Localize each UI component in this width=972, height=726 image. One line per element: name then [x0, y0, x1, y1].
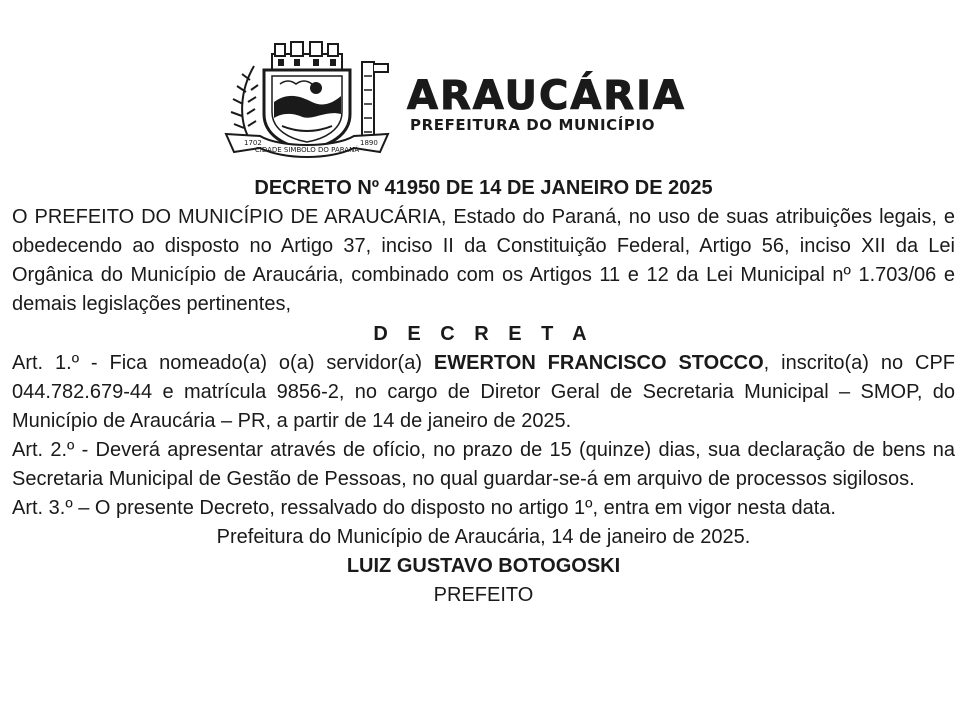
article-1: [12, 349, 955, 436]
signer-title: PREFEITO: [433, 584, 534, 606]
article-2: Art. 2.º - Deverá apresentar através de ofício, no prazo de 15 (quinze) dias, sua declaração de bens na Secretaria Municipal de Gestão de Pessoas, no qual guardar-se-á em arquivo de processos sigilosos.: [12, 439, 955, 490]
appointee-name: EWERTON FRANCISCO STOCCO: [433, 352, 764, 374]
decree-document: [12, 174, 955, 610]
article-1-text-after: , inscrito(a) no CPF 044.782.679-44 e matrícula 9856-2, no cargo de Diretor Geral de Secretaria Municipal – SMOP, do Município de Araucária – PR, a partir de 14 de janeiro de 2025.: [12, 352, 956, 432]
article-3: Art. 3.º – O presente Decreto, ressalvado do disposto no artigo 1º, entra em vigor nesta data.: [12, 497, 836, 519]
crest-year-left: 1702: [244, 139, 262, 147]
letterhead: [0, 0, 972, 168]
crest-year-right: 1890: [360, 139, 378, 147]
decree-preamble: O PREFEITO DO MUNICÍPIO DE ARAUCÁRIA, Estado do Paraná, no uso de suas atribuições legais, e obedecendo ao disposto no Artigo 37, inciso II da Constituição Federal, Artigo 56, inciso XII da Lei Orgânica do Município de Araucária, combinado com os Artigos 11 e 12 da Lei Municipal nº 1.703/06 e demais legislações pertinentes,: [12, 206, 955, 315]
brand-title: ARAUCÁRIA: [407, 73, 686, 119]
brand-subtitle: PREFEITURA DO MUNICÍPIO: [410, 116, 656, 134]
decree-title: DECRETO Nº 41950 DE 14 DE JANEIRO DE 2025: [254, 177, 713, 199]
municipal-coat-of-arms-icon: [220, 40, 392, 162]
place-and-date: Prefeitura do Município de Araucária, 14 de janeiro de 2025.: [216, 526, 751, 548]
article-1-text-before: Art. 1.º - Fica nomeado(a) o(a) servidor(a): [12, 352, 434, 374]
decreta-heading: D E C R E T A: [373, 323, 594, 345]
crest-ribbon-text: CIDADE SIMBOLO DO PARANÁ: [254, 146, 360, 154]
signer-name: LUIZ GUSTAVO BOTOGOSKI: [346, 555, 621, 577]
